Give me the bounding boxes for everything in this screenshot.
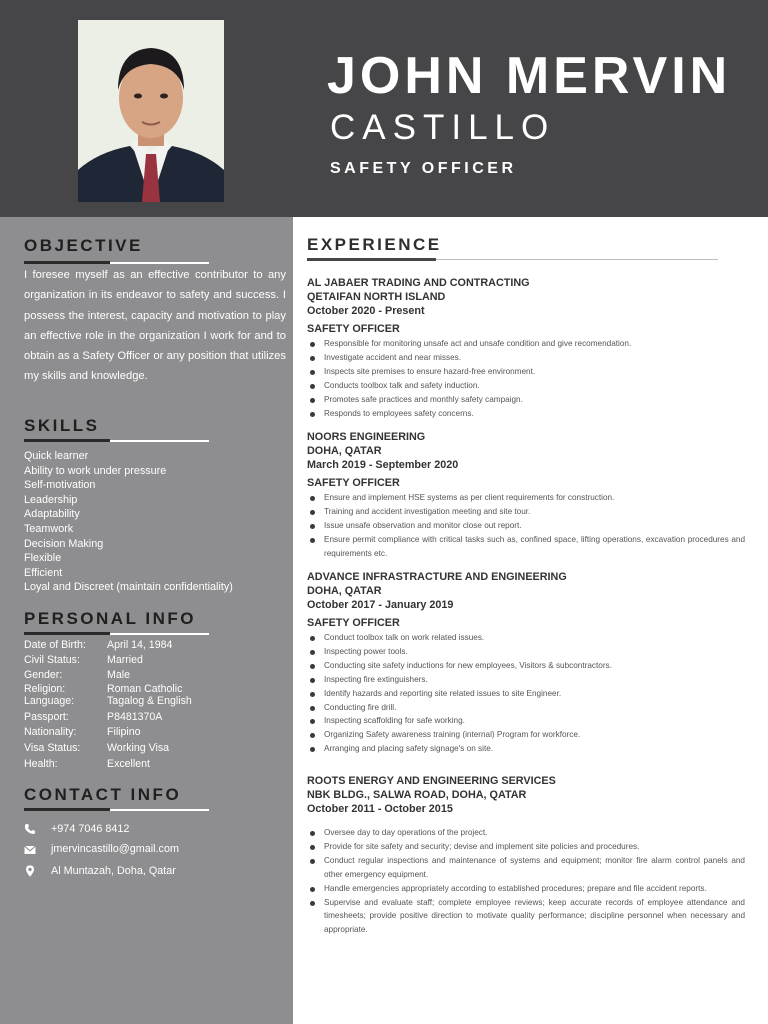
info-value: P8481370A	[107, 711, 163, 723]
info-value: Working Visa	[107, 742, 170, 754]
objective-heading: OBJECTIVE	[24, 236, 143, 255]
job-duty: Conduct toolbox talk on work related issues.	[307, 631, 745, 645]
job-duty: Inspecting power tools.	[307, 645, 745, 659]
job-duties-list	[307, 826, 745, 937]
job-company: ADVANCE INFRASTRACTURE AND ENGINEERING	[307, 571, 567, 583]
job-duty: Promotes safe practices and monthly safety campaign.	[307, 393, 745, 407]
job-duty: Handle emergencies appropriately according to established procedures; prepare and file accident reports.	[307, 882, 745, 896]
job-duties-list	[307, 631, 745, 756]
job-role: SAFETY OFFICER	[307, 323, 400, 335]
job-dates: March 2019 - September 2020	[307, 459, 459, 471]
skill-item: Efficient	[24, 566, 63, 579]
job-entry-al-jabaer	[307, 276, 745, 420]
phone-icon	[24, 823, 36, 835]
skills-divider	[24, 440, 209, 442]
job-duty: Ensure permit compliance with critical tasks such as, confined space, lifting operations, excavation procedures and requirements etc.	[307, 533, 745, 561]
info-label: Date of Birth:	[24, 639, 86, 651]
skill-item: Quick learner	[24, 450, 89, 462]
job-duty: Issue unsafe observation and monitor close out report.	[307, 519, 745, 533]
job-location: QETAIFAN NORTH ISLAND	[307, 291, 446, 303]
job-company: NOORS ENGINEERING	[307, 431, 426, 443]
skill-item: Flexible	[24, 552, 62, 565]
job-duty: Investigate accident and near misses.	[307, 351, 745, 365]
job-duty: Conduct regular inspections and maintenance of systems and equipment; monitor fire alarm control panels and other emergency equipment.	[307, 854, 745, 882]
job-duty: Training and accident investigation meeting and site tour.	[307, 505, 745, 519]
job-duty: Conducting fire drill.	[307, 701, 745, 715]
job-duty: Responsible for monitoring unsafe act and unsafe condition and give recomendation.	[307, 337, 745, 351]
job-duty: Organizing Safety awareness training (internal) Program for workforce.	[307, 728, 745, 742]
envelope-icon	[24, 844, 36, 856]
email-text[interactable]: jmervincastillo@gmail.com	[51, 843, 179, 855]
info-label: Health:	[24, 758, 58, 770]
experience-divider	[307, 259, 718, 260]
info-value: Filipino	[107, 726, 141, 738]
info-value: Tagalog & English	[107, 695, 192, 707]
info-label: Language:	[24, 695, 75, 707]
job-location: NBK BLDG., SALWA ROAD, DOHA, QATAR	[307, 789, 527, 801]
job-entry-advance-infrastracture	[307, 570, 745, 756]
job-duty: Inspects site premises to ensure hazard-free environment.	[307, 365, 745, 379]
job-duty: Arranging and placing safety signage's on site.	[307, 742, 745, 756]
job-entry-noors	[307, 430, 745, 561]
info-label: Gender:	[24, 669, 63, 681]
skill-item: Decision Making	[24, 537, 104, 550]
profile-photo-image	[78, 20, 224, 202]
job-title: SAFETY OFFICER	[330, 160, 517, 177]
info-label: Passport:	[24, 711, 69, 723]
info-value: Male	[107, 669, 130, 681]
experience-heading: EXPERIENCE	[307, 235, 442, 254]
skill-item: Ability to work under pressure	[24, 464, 167, 477]
skill-item: Loyal and Discreet (maintain confidentiality)	[24, 581, 233, 594]
personal-info-heading: PERSONAL INFO	[24, 609, 196, 628]
job-duty: Conducting site safety inductions for new employees, Visitors & subcontractors.	[307, 659, 745, 673]
job-location: DOHA, QATAR	[307, 445, 382, 457]
address-text: Al Muntazah, Doha, Qatar	[51, 865, 176, 877]
first-name: JOHN MERVIN	[327, 47, 732, 105]
job-entry-roots-energy	[307, 774, 745, 937]
job-dates: October 2017 - January 2019	[307, 599, 454, 611]
info-value: Married	[107, 654, 143, 666]
job-role: SAFETY OFFICER	[307, 617, 400, 629]
job-duty: Responds to employees safety concerns.	[307, 407, 745, 421]
contact-info-heading: CONTACT INFO	[24, 785, 182, 804]
job-duties-list	[307, 337, 745, 420]
location-pin-icon	[24, 865, 36, 877]
skill-item: Adaptability	[24, 508, 80, 521]
info-value: April 14, 1984	[107, 639, 173, 651]
job-location: DOHA, QATAR	[307, 585, 382, 597]
profile-photo	[78, 20, 224, 202]
job-role: SAFETY OFFICER	[307, 477, 400, 489]
job-duty: Supervise and evaluate staff; complete employee reviews; keep accurate records of employee attendance and timesheets; provide positive direction to motivate quality performance; discipline personnel when necessary and appropriate.	[307, 896, 745, 938]
job-company: AL JABAER TRADING AND CONTRACTING	[307, 277, 530, 289]
info-label: Civil Status:	[24, 654, 80, 666]
info-value: Roman Catholic	[107, 683, 183, 695]
last-name: CASTILLO	[330, 108, 556, 147]
job-duties-list	[307, 491, 745, 561]
info-label: Nationality:	[24, 726, 77, 738]
job-dates: October 2011 - October 2015	[307, 803, 453, 815]
phone-text: +974 7046 8412	[51, 823, 130, 835]
objective-divider	[24, 262, 209, 264]
job-duty: Provide for site safety and security; devise and implement site policies and procedures.	[307, 840, 745, 854]
info-label: Visa Status:	[24, 742, 81, 754]
skill-item: Leadership	[24, 493, 78, 506]
skills-list	[24, 449, 286, 595]
job-duty: Conducts toolbox talk and safety induction.	[307, 379, 745, 393]
job-company: ROOTS ENERGY AND ENGINEERING SERVICES	[307, 775, 556, 787]
objective-text: I foresee myself as an effective contributor to any organization in its endeavor to safety and success. I possess the interest, capacity and motivation to play an effective role in the organization I work for and to obtain as a Safety Officer or any position that utilizes my skills and knowledge.	[24, 269, 286, 383]
job-duty: Inspecting fire extinguishers.	[307, 673, 745, 687]
job-duty: Oversee day to day operations of the project.	[307, 826, 745, 840]
job-duty: Identify hazards and reporting site related issues to site Engineer.	[307, 687, 745, 701]
skill-item: Teamwork	[24, 522, 74, 535]
contact-info-divider	[24, 809, 209, 811]
job-duty: Ensure and implement HSE systems as per client requirements for construction.	[307, 491, 745, 505]
header	[0, 0, 768, 217]
job-dates: October 2020 - Present	[307, 305, 425, 317]
job-duty: Inspecting scaffolding for safe working.	[307, 714, 745, 728]
skill-item: Self-motivation	[24, 479, 96, 492]
personal-info-divider	[24, 633, 209, 635]
info-value: Excellent	[107, 758, 150, 770]
info-label: Religion:	[24, 683, 66, 695]
skills-heading: SKILLS	[24, 416, 100, 435]
